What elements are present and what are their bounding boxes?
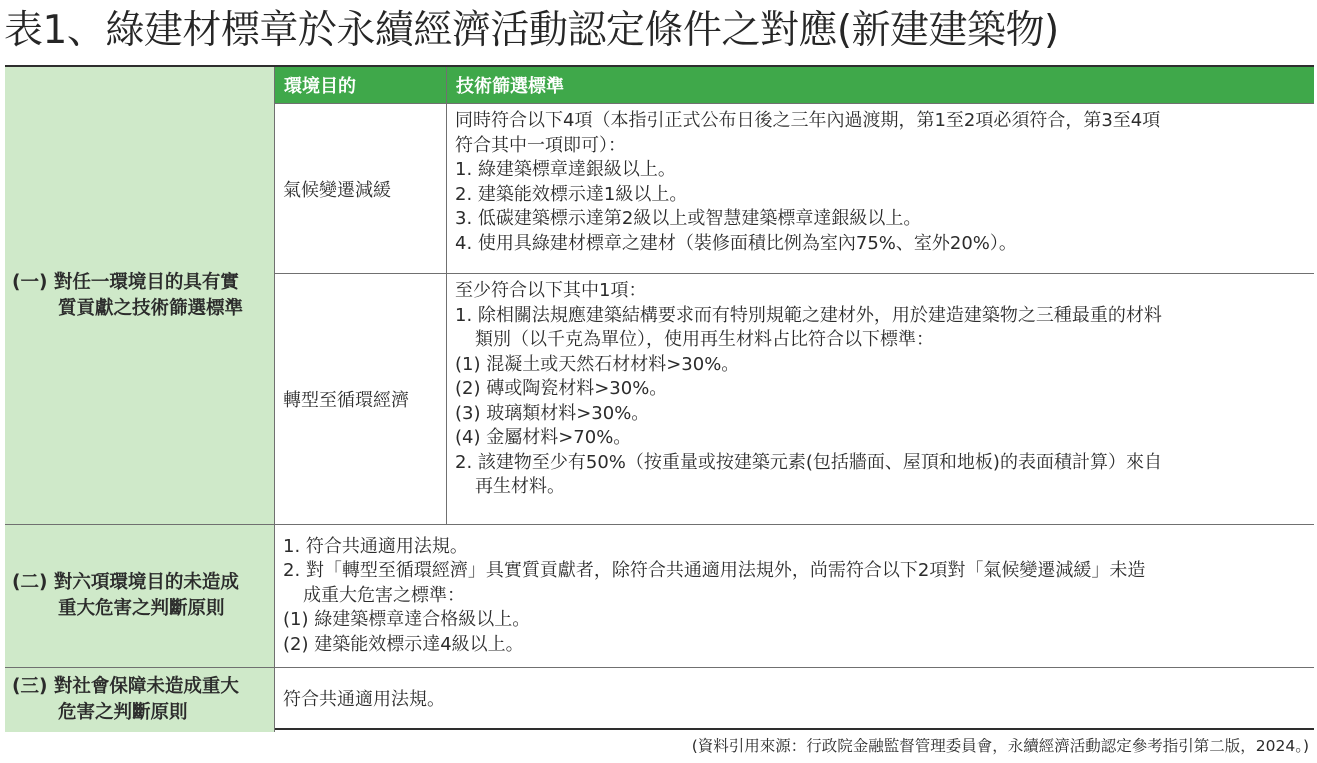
row-head-line: (三) 對社會保障未造成重大 <box>12 676 239 697</box>
row-head-substantial-contribution <box>5 67 274 524</box>
column-header-criteria: 技術篩選標準 <box>446 67 1314 103</box>
criteria-line: 符合其中一項即可）： <box>455 134 626 156</box>
row-head-line: 質貢獻之技術篩選標準 <box>58 297 244 319</box>
criteria-line: (2) 建築能效標示達4級以上。 <box>283 633 524 655</box>
criteria-line: 同時符合以下4項（本指引正式公布日後之三年內過渡期，第1至2項必須符合，第3至4項 <box>455 110 1161 131</box>
criteria-line: (3) 玻璃類材料>30%。 <box>455 402 650 424</box>
row-head-line: 重大危害之判斷原則 <box>58 598 225 619</box>
criteria-line: (4) 金屬材料>70%。 <box>455 427 632 448</box>
criteria-line: (1) 綠建築標章達合格級以上。 <box>283 609 531 631</box>
criteria-line: 3. 低碳建築標示達第2級以上或智慧建築標章達銀級以上。 <box>455 208 922 229</box>
criteria-line: 2. 建築能效標示達1級以上。 <box>455 183 688 205</box>
criteria-line: 1. 除相關法規應建築結構要求而有特別規範之建材外，用於建造建築物之三種最重的材料 <box>455 304 1162 326</box>
criteria-line: (1) 混凝土或天然石材材料>30%。 <box>455 353 740 375</box>
criteria-social-safeguard <box>274 667 1314 732</box>
criteria-line: 2. 對「轉型至循環經濟」具實質貢獻者，除符合共通適用法規外，尚需符合以下2項對「氣候變遷減緩」未造 <box>283 560 1146 582</box>
page-title: 表1、綠建材標章於永續經濟活動認定條件之對應(新建建築物) <box>4 8 1059 53</box>
criteria-line: 4. 使用具綠建材標章之建材（裝修面積比例為室內75%、室外20%）。 <box>455 232 1017 254</box>
row-head-no-significant-harm <box>5 524 274 667</box>
criteria-line: 2. 該建物至少有50%（按重量或按建築元素(包括牆面、屋頂和地板)的表面積計算）來自 <box>455 451 1162 473</box>
criteria-circular-economy <box>446 273 1314 524</box>
criteria-table <box>5 65 1314 730</box>
criteria-line: 1. 符合共通適用法規。 <box>283 535 468 557</box>
criteria-line: 類別（以千克為單位），使用再生材料占比符合以下標準： <box>475 329 934 350</box>
criteria-line: 符合共通適用法規。 <box>283 688 445 710</box>
criteria-line: 1. 綠建築標章達銀級以上。 <box>455 159 676 180</box>
column-header-goal: 環境目的 <box>274 67 446 103</box>
goal-climate-mitigation: 氣候變遷減緩 <box>274 103 446 273</box>
criteria-climate-mitigation <box>446 103 1314 273</box>
criteria-line: (2) 磚或陶瓷材料>30%。 <box>455 378 668 399</box>
source-note: (資料引用來源：行政院金融監督管理委員會，永續經濟活動認定參考指引第二版，2024。) <box>691 737 1309 755</box>
row-head-social-safeguard <box>5 667 274 732</box>
goal-circular-economy: 轉型至循環經濟 <box>274 273 446 524</box>
row-head-line: (一) 對任一環境目的具有實 <box>12 271 239 293</box>
criteria-no-significant-harm <box>274 524 1314 667</box>
criteria-line: 再生材料。 <box>475 476 565 497</box>
criteria-line: 成重大危害之標準： <box>303 584 465 606</box>
row-head-line: 危害之判斷原則 <box>58 702 188 723</box>
criteria-line: 至少符合以下其中1項： <box>455 280 647 301</box>
row-head-line: (二) 對六項環境目的未造成 <box>12 572 239 593</box>
